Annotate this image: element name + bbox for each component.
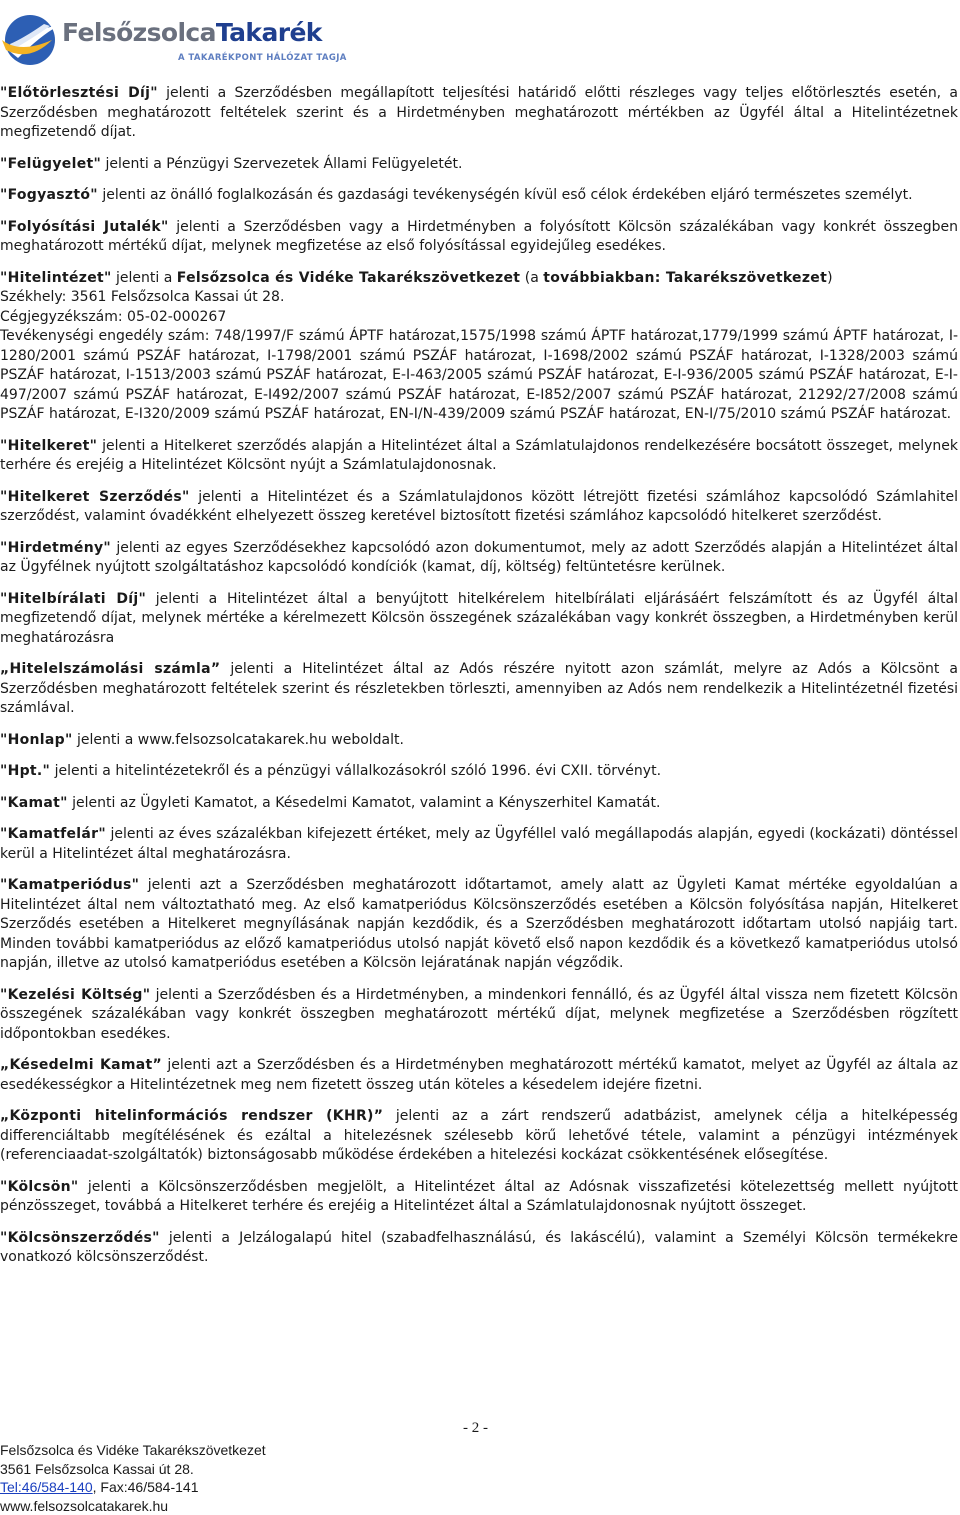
brand-tagline: A TAKARÉKPONT HÁLÓZAT TAGJA bbox=[178, 53, 347, 63]
definition-text: jelenti azt a Szerződésben és a Hirdetményben meghatározott mértékű kamatot, melyet az Ügyfél az általa az esedékességkor a Hitelintézetnek meg nem fizetett összeg után köteles a késedelem idejére fizetni. bbox=[0, 1057, 958, 1093]
definition-hitelkeret-szerzodes bbox=[0, 488, 958, 527]
definition-term: "Hitelkeret Szerződés" bbox=[0, 488, 190, 505]
definition-hitelelszamolasi-szamla bbox=[0, 660, 958, 719]
definition-term: "Hirdetmény" bbox=[0, 539, 111, 556]
definition-fogyaszto bbox=[0, 186, 958, 206]
footer-phone-link[interactable]: Tel:46/584-140 bbox=[0, 1479, 93, 1495]
definition-elotorlesztesi-dij bbox=[0, 84, 958, 143]
footer-institution-name: Felsőzsolca és Vidéke Takarékszövetkezet bbox=[0, 1442, 266, 1458]
definition-felugyelet bbox=[0, 155, 958, 175]
definition-text: jelenti a Szerződésben vagy a Hirdetményben a folyósított Kölcsön százalékában vagy konkrét összegben meghatározott mértékű díjat, melynek megfizetése az első folyósítással egyidejűleg esedékes. bbox=[0, 218, 958, 254]
institution-licence-numbers: Tevékenységi engedély szám: 748/1997/F számú ÁPTF határozat,1575/1998 számú ÁPTF határozat,1779/1999 számú ÁPTF határozat, I-1280/2001 számú PSZÁF határozat, I-1798/2001 számú PSZÁF határozat, I-1698/2002 számú PSZÁF határozat, I-1328/2003 számú PSZÁF határozat, I-1513/2003 számú PSZÁF határozat, E-I-463/2005 számú PSZÁF határozat, E-I-936/2005 számú PSZÁF határozat, E-I-497/2007 számú PSZÁF határozat, E-I492/2007 számú PSZÁF határozat, E-I852/2007 számú PSZÁF határozat, 21292/27/2008 számú PSZÁF határozat, E-I320/2009 számú PSZÁF határozat, EN-I/N-439/2009 számú PSZÁF határozat, EN-I/75/2010 számú PSZÁF határozat. bbox=[0, 328, 958, 422]
definition-term: "Kölcsönszerződés" bbox=[0, 1229, 160, 1246]
definition-folyositasi-jutalek bbox=[0, 218, 958, 257]
institution-name: Felsőzsolca és Vidéke Takarékszövetkezet bbox=[176, 269, 521, 286]
definition-text: jelenti a Hitelintézet által a benyújtott hitelkérelem hitelbírálati eljárásáért felszámított és az Ügyfél által megfizetendő díjat, melynek mértéke a kérelmezett Kölcsön összegének százalékában vagy konkrét összegben, a Hirdetményben kerül meghatározásra bbox=[0, 590, 958, 646]
definition-text: jelenti a Hitelintézet és a Számlatulajdonos között létrejött fizetési számlához kapcsolódó Számlahitel szerződést, valamint óvadékként elhelyezett összeg keretével biztosított fizetési számlához kapcsolódó hitelkeret szerződést. bbox=[0, 488, 958, 524]
definition-hitelbiralati-dij bbox=[0, 590, 958, 649]
definition-term: "Hitelbírálati Díj" bbox=[0, 590, 147, 607]
footer-website: www.felsozsolcatakarek.hu bbox=[0, 1497, 169, 1514]
definition-text: jelenti a Jelzálogalapú hitel (szabadfelhasználású, és lakáscélú), valamint a Személyi Kölcsön termékekre vonatkozó kölcsönszerződést. bbox=[0, 1229, 958, 1265]
definition-term: „Késedelmi Kamat” bbox=[0, 1057, 162, 1073]
definition-kamatfelar bbox=[0, 825, 958, 864]
definition-text: jelenti a bbox=[111, 269, 177, 286]
definition-term: "Kamatfelár" bbox=[0, 826, 106, 842]
definition-text: jelenti a Hitelkeret szerződés alapján a Hitelintézet által a Számlatulajdonos rendelkezésére bocsátott összeget, melynek terhére és erejéig a Hitelintézet Kölcsönt nyújt a Számlatulajdonosnak. bbox=[0, 437, 958, 473]
institution-short-name: továbbiakban: Takarékszövetkezet bbox=[543, 269, 828, 286]
institution-seat: Székhely: 3561 Felsőzsolca Kassai út 28. bbox=[0, 289, 285, 305]
brand-name-part1: Felsőzsolca bbox=[62, 18, 216, 47]
footer-fax: , Fax:46/584-141 bbox=[92, 1479, 199, 1495]
definition-text: jelenti a Szerződésben megállapított teljesítési határidő előtti részleges vagy teljes előtörlesztés esetén, a Szerződésben meghatározott feltételek szerint és a Hirdetményben meghatározott mértékben az Ügyfél által a Hitelintézetnek megfizetendő díjat. bbox=[0, 85, 958, 140]
definition-hpt bbox=[0, 762, 958, 782]
definition-kolcson bbox=[0, 1178, 958, 1217]
definition-term: "Honlap" bbox=[0, 731, 73, 748]
definition-text: jelenti a hitelintézetekről és a pénzügyi vállalkozásokról szóló 1996. évi CXII. törvényt. bbox=[50, 763, 662, 779]
definition-kamat bbox=[0, 794, 958, 814]
definition-honlap bbox=[0, 731, 958, 751]
definition-text: jelenti a Kölcsönszerződésben megjelölt, a Hitelintézet által az Adósnak visszafizetési kötelezettség mellett nyújtott pénzösszeget, továbbá a Hitelkeret terhére és erejéig a Hitelintézet által a Számlatulajdonosnak nyújtott összeget. bbox=[0, 1178, 958, 1214]
definition-text: jelenti azt a Szerződésben meghatározott időtartamot, amely alatt az Ügyleti Kamat mértéke egyoldalúan a Hitelintézet által nem változtatható meg. Az első kamatperiódus Kölcsönszerződés esetében a Kölcsön folyósítása napján, Hitelkeret Szerződés esetében a Hitelkeret megnyílásának napján kezdődik, és a Szerződésben meghatározott időtartam utolsó napjáig tart. Minden további kamatperiódus az előző kamatperiódus utolsó napját követő első napon kezdődik és a következő kamatperiódus utolsó napján, illetve az utolsó kamatperiódus esetében a Kölcsön lejáratának napján végződik. bbox=[0, 877, 958, 971]
definition-text: jelenti a Hitelintézet által az Adós részére nyitott azon számlát, melyre az Adós a Kölcsönt a Szerződésben meghatározott feltételek szerint és részletekben törleszti, amennyiben az Adós nem rendelkezik a Hitelintézetnél fizetési számlával. bbox=[0, 661, 958, 716]
definition-kezelesi-koltseg bbox=[0, 986, 958, 1045]
institution-registry-number: Cégjegyzékszám: 05-02-000267 bbox=[0, 308, 227, 325]
definition-term: „Központi hitelinformációs rendszer (KHR)” bbox=[0, 1108, 384, 1124]
footer-address: 3561 Felsőzsolca Kassai út 28. bbox=[0, 1460, 194, 1477]
definition-term: "Felügyelet" bbox=[0, 155, 102, 172]
brand-logo bbox=[0, 10, 347, 68]
page-footer bbox=[0, 1441, 266, 1515]
definition-text: jelenti a Pénzügyi Szervezetek Állami Felügyeletét. bbox=[101, 155, 463, 172]
definition-text: jelenti az a zárt rendszerű adatbázist, amelynek célja a hitelképesség differenciáltabb megítélésének és ezáltal a hitelezésnek szélesebb körű lehetővé tétele, valamint a pénzügyi intézmények (referenciaadat-szolgáltatók) biztonságosabb működése érdekében a hitelezési kockázat csökkentésének elősegítése. bbox=[0, 1108, 959, 1163]
airplane-swoosh-logo-icon bbox=[0, 10, 62, 68]
definition-term: "Kamat" bbox=[0, 794, 68, 811]
definition-hitelkeret bbox=[0, 437, 958, 476]
definition-term: "Kamatperiódus" bbox=[0, 877, 140, 893]
footer-contact bbox=[0, 1478, 266, 1497]
definition-kesedelmi-kamat bbox=[0, 1056, 958, 1095]
definition-text: jelenti az egyes Szerződésekhez kapcsolódó azon dokumentumot, mely az adott Szerződés alapján a Hitelintézet által az Ügyfélnek nyújtott szolgáltatáshoz kapcsolódó kondíciók (kamat, díj, költség) feltüntetésre kerülnek. bbox=[0, 539, 958, 575]
brand-name-part2: Takarék bbox=[215, 18, 322, 47]
definition-term: "Folyósítási Jutalék" bbox=[0, 218, 169, 235]
definition-term: "Előtörlesztési Díj" bbox=[0, 85, 158, 101]
definition-hitelintezet bbox=[0, 269, 958, 289]
definition-term: "Kezelési Költség" bbox=[0, 986, 151, 1003]
definition-khr bbox=[0, 1107, 958, 1166]
definition-term: "Kölcsön" bbox=[0, 1178, 79, 1195]
definition-kamatperiodus bbox=[0, 876, 958, 974]
brand-name bbox=[62, 18, 322, 47]
definition-text: jelenti az önálló foglalkozásán és gazdasági tevékenységén kívül eső célok érdekében eljáró természetes személyt. bbox=[97, 187, 913, 203]
definition-text: jelenti a Szerződésben és a Hirdetményben, a mindenkori fennálló, és az Ügyfél által vissza nem fizetett Kölcsön összegének százalékában vagy konkrét összegben meghatározott mértékű díjat, melynek megfizetése a Szerződésben rögzített időpontokban esedékes. bbox=[0, 986, 958, 1042]
definition-term: "Fogyasztó" bbox=[0, 187, 98, 203]
definition-text: jelenti az Ügyleti Kamatot, a Késedelmi Kamatot, valamint a Kényszerhitel Kamatát. bbox=[67, 794, 661, 811]
definition-text: ) bbox=[827, 269, 833, 286]
definition-text: jelenti a www.felsozsolcatakarek.hu weboldalt. bbox=[72, 731, 404, 748]
definitions-list bbox=[0, 84, 958, 1280]
definition-term: "Hitelkeret" bbox=[0, 437, 98, 454]
definition-kolcsonszerzodes bbox=[0, 1229, 958, 1268]
definition-hirdetmeny bbox=[0, 539, 958, 578]
definition-term: „Hitelelszámolási számla” bbox=[0, 661, 221, 677]
definition-term: "Hpt." bbox=[0, 763, 51, 779]
definition-text: (a bbox=[520, 269, 544, 286]
page-number: - 2 - bbox=[463, 1420, 488, 1436]
definition-text: jelenti az éves százalékban kifejezett értéket, mely az Ügyféllel való megállapodás alapján, egyedi (kockázati) döntéssel kerül a Hitelintézet által meghatározásra. bbox=[0, 826, 958, 862]
definition-term: "Hitelintézet" bbox=[0, 269, 112, 286]
